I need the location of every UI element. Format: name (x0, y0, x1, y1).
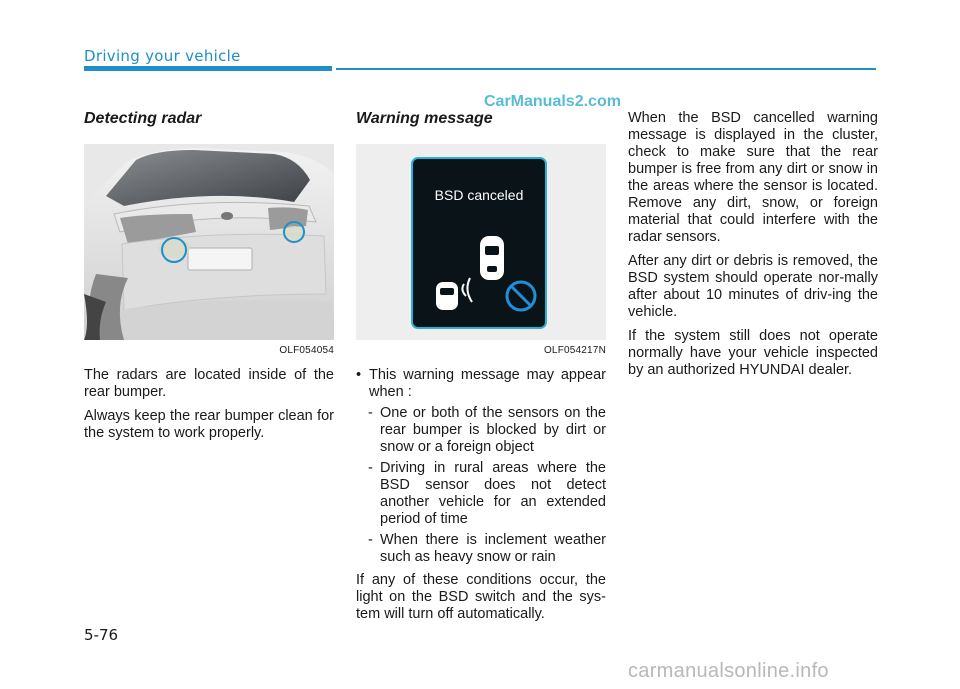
bullet-dot: • (356, 367, 362, 383)
dash: - (368, 532, 373, 548)
column-warning-message (356, 110, 606, 630)
column-continued (628, 110, 878, 386)
paragraph-radar-location: The radars are located inside of the rear bumper. (84, 367, 334, 400)
rear-bumper-figure (84, 144, 334, 340)
paragraph-keep-clean: Always keep the rear bumper clean for the system to work properly. (84, 408, 334, 441)
sub-item-text: When there is inclement weather such as heavy snow or rain (380, 532, 606, 565)
watermark-top[interactable]: CarManuals2.com (484, 93, 621, 110)
bullet-warning-appears (356, 367, 606, 401)
dash: - (368, 405, 373, 421)
section-title: Driving your vehicle (84, 47, 241, 65)
paragraph-check-bumper: When the BSD cancelled warning message is displayed in the cluster, check to make sure that the rear bumper is free from any dirt or snow in the areas where the sensor is located. Remove any dirt, snow, or foreign material that could interfere with the radar sensors. (628, 110, 878, 245)
heading-warning-message: Warning message (356, 110, 493, 127)
heading-detecting-radar: Detecting radar (84, 110, 202, 127)
sub-item-text: One or both of the sensors on the rear bumper is blocked by dirt or snow or a foreign object (380, 405, 606, 455)
sub-item-text: Driving in rural areas where the BSD sensor does not detect another vehicle for an extended period of time (380, 460, 606, 527)
watermark-bottom[interactable]: carmanualsonline.info (628, 660, 829, 682)
bsd-canceled-display (356, 144, 606, 340)
dash: - (368, 460, 373, 476)
vehicle-behind-icon (436, 282, 458, 310)
paragraph-dealer: If the system still does not operate normally have your vehicle inspected by an authorized HYUNDAI dealer. (628, 328, 878, 378)
header-bar-thin (336, 68, 876, 70)
display-text: BSD canceled (434, 187, 524, 203)
figure-code-warning: OLF054217N (543, 345, 606, 356)
bullet-text: This warning message may appear when : (369, 367, 606, 400)
figure-code-radar: OLF054054 (279, 345, 334, 356)
sub-item-inclement-weather (356, 532, 606, 566)
header-bar-thick (84, 66, 332, 71)
car-icon (480, 236, 504, 280)
car-rear-illustration (84, 144, 334, 340)
column-detecting-radar (84, 110, 334, 449)
cluster-display-figure (356, 144, 606, 340)
paragraph-after-removal: After any dirt or debris is removed, the BSD system should operate nor-mally after about 10 minutes of driv-ing the vehicle. (628, 253, 878, 320)
paragraph-conditions-occur: If any of these conditions occur, the light on the BSD switch and the sys-tem will turn off automatically. (356, 572, 606, 622)
page-number: 5-76 (84, 626, 119, 644)
sub-item-rural-areas (356, 460, 606, 528)
sub-item-sensor-blocked (356, 405, 606, 456)
